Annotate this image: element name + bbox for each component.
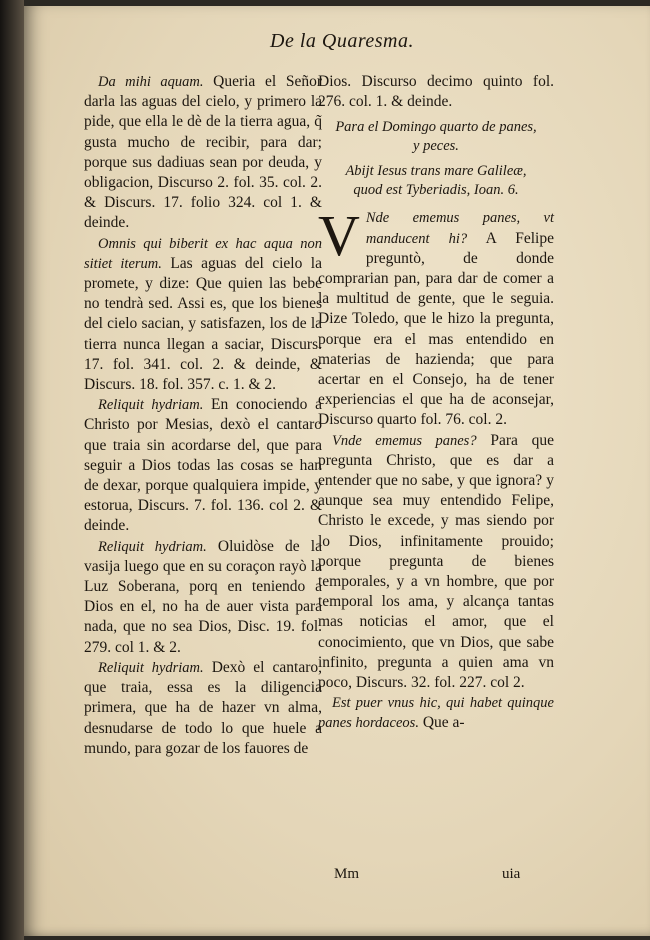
paragraph-text: Dexò el cantaro, que traia, essa es la diligencia primera, que ha de hazer vn alma, desnudarse de todo lo que huele a mundo, para gozar de los fauores de <box>84 658 322 757</box>
book-page <box>24 6 650 936</box>
lemma: Da mihi aquam. <box>98 74 204 90</box>
paragraph-text: Para que pregunta Christo, que es dar a entender que no sabe, y que ignora? y aunque sea muy entendido Felipe, Christo le excede, y mas siendo por lo Dios, infinitamente prouido; porque pregunta de bienes temporales, y a vn hombre, que por temporal los ama, y alcança tantas mas noticias el amor, que el conocimiento, que vn Dios, que sabe infinito, pregunta a quien ama vn poco, Discurs. 32. fol. 227. col 2. <box>318 431 554 692</box>
left-paragraph-1 <box>84 72 322 234</box>
book-gutter <box>0 0 24 940</box>
left-paragraph-2 <box>84 234 322 396</box>
lemma: Omnis qui biberit ex hac aqua non sitiet iterum. <box>84 235 322 272</box>
lemma: Est puer vnus hic, qui habet quinque panes hordaceos. <box>318 695 554 732</box>
running-head: De la Quaresma. <box>270 30 414 52</box>
left-paragraph-3 <box>84 395 322 536</box>
paragraph-text: Queria el Señor darla las aguas del cielo, y primero la pide, que ella le dè de la tierra agua, q̃ gusta mucho de recibir, para dar; porque sus dadiuas sean por deuda, y obligacion, Discurso 2. fol. 35. col. 2. & Discurs. 17. folio 324. col 1. & deinde. <box>84 73 322 232</box>
gospel-reference <box>318 162 554 200</box>
reference-line: Abijt Iesus trans mare Galileæ, <box>345 163 527 180</box>
opening-paragraph <box>318 203 554 430</box>
lemma: Reliquit hydriam. <box>98 659 204 676</box>
lemma: Nde ememus panes, vt manducent hi? <box>365 210 554 247</box>
heading-line: y peces. <box>413 138 459 155</box>
section-heading <box>318 118 554 156</box>
drop-cap: V <box>318 203 360 269</box>
left-column <box>84 72 322 759</box>
signature-mark: Mm <box>334 866 360 882</box>
left-paragraph-4 <box>84 537 322 658</box>
heading-line: Para el Domingo quarto de panes, <box>335 119 537 136</box>
paragraph-text: Oluidòse de la vasija luego que en su coraçon rayò la Luz Soberana, porq en teniendo a Dios en el, no ha de auer vista para nada, que no sea Dios, Disc. 19. fol. 279. col 1. & 2. <box>84 537 322 656</box>
lemma: Vnde ememus panes? <box>332 432 477 449</box>
paragraph-text: Que a- <box>418 714 465 732</box>
left-paragraph-5 <box>84 658 322 759</box>
right-column <box>318 72 554 734</box>
catchword: uia <box>502 866 521 882</box>
reference-line: quod est Tyberiadis, Ioan. 6. <box>353 182 519 199</box>
lemma: Reliquit hydriam. <box>98 538 207 555</box>
right-paragraph-2 <box>318 431 554 694</box>
paragraph-text: A Felipe preguntò, de donde comprarian pan, para dar de comer a la multitud de gente, que le seguia. Dize Toledo, que le hizo la pregunta, porque era el mas entendido en materias de hazienda; que para acertar en el Consejo, ha de tener experiencias el que ha de aconsejar, Discurso quarto fol. 76. col. 2. <box>318 229 554 429</box>
paragraph-text: Las aguas del cielo la promete, y dize: Que quien las bebe no tendrà sed. Assi es, que los bienes del cielo sacian, y satisfazen, los de la tierra nunca llegan a saciar, Discurs. 17. fol. 341. col. 2. & deinde, & Discurs. 18. fol. 357. c. 1. & 2. <box>84 254 322 394</box>
paragraph-text: En conociendo a Christo por Mesias, dexò el cantaro que traia sin acordarse del, que para seguir a Dios todas las cosas se han de dexar, porque qualquiera impide, y estorua, Discurs. 7. fol. 136. col 2. & deinde. <box>84 396 322 535</box>
right-top-text: Dios. Discurso decimo quinto fol. 276. col. 1. & deinde. <box>318 73 554 111</box>
right-paragraph-3 <box>318 693 554 733</box>
lemma: Reliquit hydriam. <box>98 397 204 414</box>
